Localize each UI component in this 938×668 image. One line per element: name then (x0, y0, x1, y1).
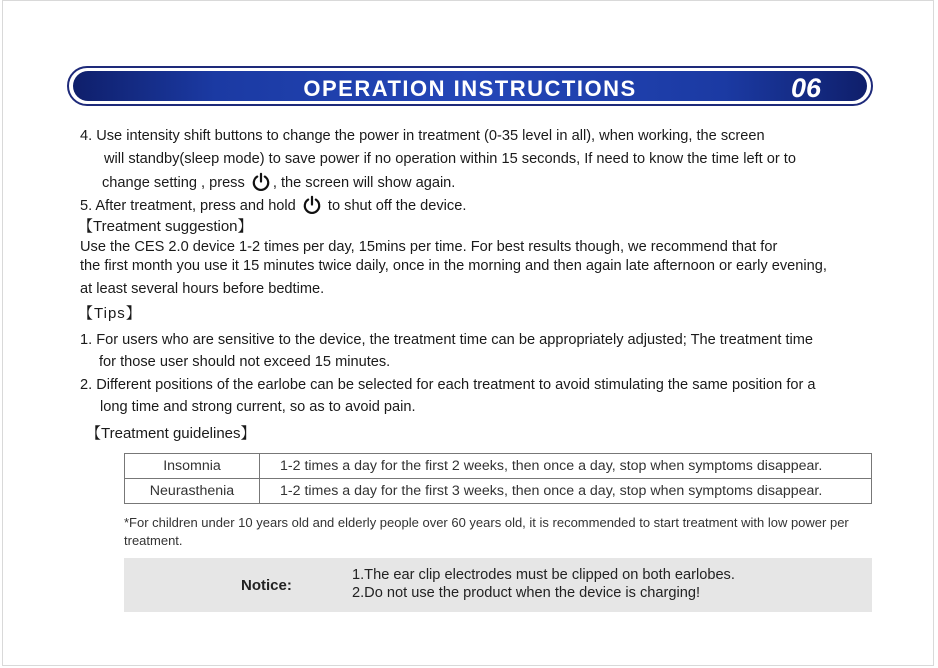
tip2-line2: long time and strong current, so as to avoid pain. (100, 399, 416, 415)
guidelines-footnote: *For children under 10 years old and elderly people over 60 years old, it is recommended to start treatment with low power per treatment. (124, 515, 849, 548)
tip2-line1: 2. Different positions of the earlobe can be selected for each treatment to avoid stimulating the same position for a (80, 377, 816, 393)
tip1-line1: 1. For users who are sensitive to the device, the treatment time can be appropriately adjusted; The treatment time (80, 332, 814, 348)
tip1-line2: for those user should not exceed 15 minutes. (99, 354, 391, 370)
suggestion-line2: the first month you use it 15 minutes twice daily, once in the morning and then again late afternoon or early evening, (80, 258, 827, 274)
condition-cell: Insomnia (125, 454, 260, 479)
guidelines-heading: 【Treatment guidelines】 (86, 425, 256, 442)
power-icon (251, 172, 271, 192)
notice-line1: 1.The ear clip electrodes must be clipped on both earlobes. (352, 567, 735, 583)
step5-line (80, 195, 466, 215)
notice-box (124, 558, 872, 612)
step4-line3-start: change setting , press (102, 175, 245, 191)
step4-line3 (102, 172, 455, 192)
suggestion-heading: 【Treatment suggestion】 (78, 218, 253, 235)
condition-cell: Neurasthenia (125, 479, 260, 504)
suggestion-line3: at least several hours before bedtime. (80, 281, 325, 297)
step5-start: 5. After treatment, press and hold (80, 198, 296, 214)
suggestion-line1: Use the CES 2.0 device 1-2 times per day, 15mins per time. For best results though, we recommend that for (80, 239, 778, 255)
step5-end: to shut off the device. (327, 198, 467, 214)
table-row (125, 479, 872, 504)
header-banner-fill (73, 71, 867, 101)
power-icon (302, 195, 322, 215)
page-number: 06 (790, 73, 821, 103)
notice-line2: 2.Do not use the product when the device is charging! (352, 585, 701, 601)
page-title: OPERATION INSTRUCTIONS (303, 76, 637, 101)
step4-line3-end: , the screen will show again. (272, 175, 456, 191)
table-row (125, 454, 872, 479)
step4-line2: will standby(sleep mode) to save power if no operation within 15 seconds, If need to know the time left or to (104, 151, 796, 167)
guidelines-table (124, 453, 872, 504)
notice-label: Notice: (241, 577, 292, 594)
tips-heading: 【Tips】 (78, 305, 142, 322)
step4-line1: 4. Use intensity shift buttons to change the power in treatment (0-35 level in all), when working, the screen (80, 128, 765, 144)
instruction-cell: 1-2 times a day for the first 2 weeks, then once a day, stop when symptoms disappear. (260, 454, 872, 479)
instruction-cell: 1-2 times a day for the first 3 weeks, then once a day, stop when symptoms disappear. (260, 479, 872, 504)
header-banner (67, 66, 873, 106)
